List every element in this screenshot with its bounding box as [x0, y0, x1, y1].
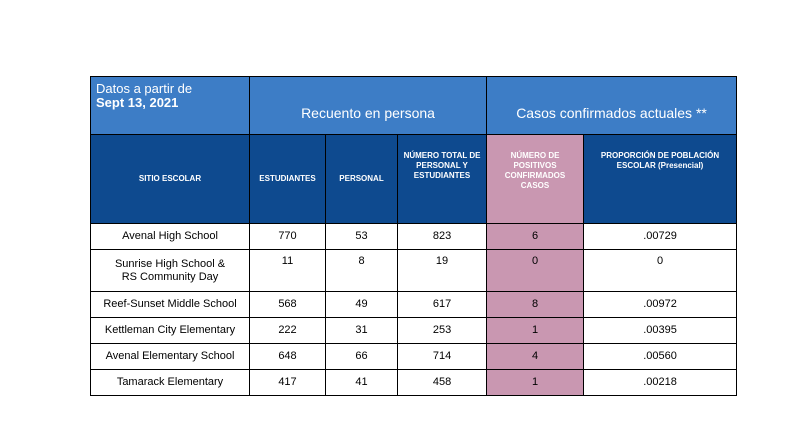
table-row — [91, 292, 737, 318]
table-row — [91, 224, 737, 250]
students-cell: 11 — [250, 250, 326, 292]
table-row — [91, 344, 737, 370]
column-header-proportion: PROPORCIÓN DE POBLACIÓN ESCOLAR (Presencial) — [584, 135, 737, 224]
positives-cell: 8 — [487, 292, 584, 318]
header-band-row — [91, 77, 737, 135]
table-row — [91, 250, 737, 292]
table-row — [91, 318, 737, 344]
total-cell: 823 — [398, 224, 487, 250]
column-header-site: SITIO ESCOLAR — [91, 135, 250, 224]
site-cell: Avenal High School — [91, 224, 250, 250]
site-cell: Tamarack Elementary — [91, 370, 250, 396]
site-cell: Reef-Sunset Middle School — [91, 292, 250, 318]
site-cell: Kettleman City Elementary — [91, 318, 250, 344]
proportion-cell: .00972 — [584, 292, 737, 318]
site-cell: Avenal Elementary School — [91, 344, 250, 370]
column-header-positives: NÚMERO DE POSITIVOS CONFIRMADOS CASOS — [487, 135, 584, 224]
staff-cell: 31 — [326, 318, 398, 344]
students-cell: 417 — [250, 370, 326, 396]
dates-value: Sept 13, 2021 — [96, 95, 179, 110]
covid-cases-table — [90, 76, 737, 396]
dates-label: Datos a partir de — [96, 81, 193, 96]
group-header-cases: Casos confirmados actuales ** — [487, 77, 737, 135]
staff-cell: 49 — [326, 292, 398, 318]
dates-cell — [91, 77, 250, 135]
staff-cell: 8 — [326, 250, 398, 292]
total-cell: 458 — [398, 370, 487, 396]
students-cell: 568 — [250, 292, 326, 318]
proportion-cell: .00218 — [584, 370, 737, 396]
total-cell: 253 — [398, 318, 487, 344]
students-cell: 222 — [250, 318, 326, 344]
column-header-students: ESTUDIANTES — [250, 135, 326, 224]
column-header-staff: PERSONAL — [326, 135, 398, 224]
proportion-cell: .00395 — [584, 318, 737, 344]
students-cell: 648 — [250, 344, 326, 370]
total-cell: 617 — [398, 292, 487, 318]
positives-cell: 1 — [487, 370, 584, 396]
staff-cell: 66 — [326, 344, 398, 370]
proportion-cell: 0 — [584, 250, 737, 292]
column-header-row — [91, 135, 737, 224]
proportion-cell: .00560 — [584, 344, 737, 370]
table-row — [91, 370, 737, 396]
positives-cell: 1 — [487, 318, 584, 344]
staff-cell: 53 — [326, 224, 398, 250]
students-cell: 770 — [250, 224, 326, 250]
staff-cell: 41 — [326, 370, 398, 396]
total-cell: 19 — [398, 250, 487, 292]
positives-cell: 6 — [487, 224, 584, 250]
total-cell: 714 — [398, 344, 487, 370]
column-header-total: NÚMERO TOTAL DE PERSONAL Y ESTUDIANTES — [398, 135, 487, 224]
positives-cell: 0 — [487, 250, 584, 292]
positives-cell: 4 — [487, 344, 584, 370]
site-cell: Sunrise High School & RS Community Day — [91, 250, 250, 292]
proportion-cell: .00729 — [584, 224, 737, 250]
group-header-count: Recuento en persona — [250, 77, 487, 135]
